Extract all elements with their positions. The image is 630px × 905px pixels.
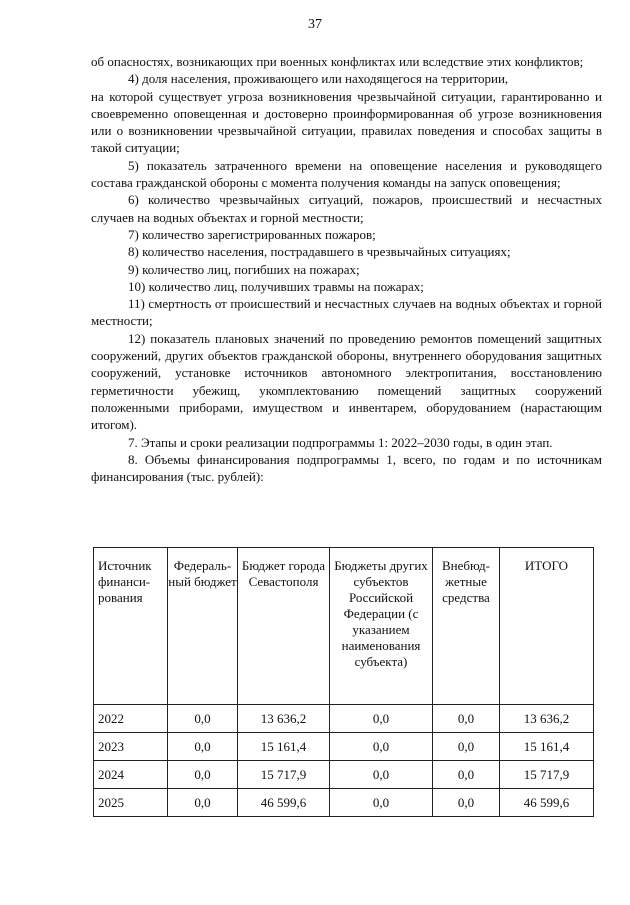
cell-total: 13 636,2	[500, 705, 594, 733]
paragraph-item-11: 11) смертность от происшествий и несчастных случаев на водных объектах и горной местности;	[91, 296, 602, 329]
table-row	[94, 733, 594, 761]
header-total: ИТОГО	[500, 548, 594, 705]
cell-extra: 0,0	[433, 705, 500, 733]
paragraph-item-6: 6) количество чрезвычайных ситуаций, пожаров, происшествий и несчастных случаев на водных объектах и горной местности;	[91, 192, 602, 225]
header-federal: Федераль-ный бюджет	[168, 548, 238, 705]
page-number: 37	[308, 17, 322, 32]
header-other-subjects: Бюджеты других субъектов Российской Федерации (с указанием наименования субъекта)	[330, 548, 433, 705]
cell-extra: 0,0	[433, 733, 500, 761]
paragraph-item-4-first-line: 4) доля населения, проживающего или находящегося на территории,	[128, 71, 509, 87]
cell-city: 15 161,4	[238, 733, 330, 761]
header-source: Источник финанси-рования	[94, 548, 168, 705]
cell-other: 0,0	[330, 705, 433, 733]
cell-extra: 0,0	[433, 789, 500, 817]
table-header-row	[94, 548, 594, 705]
funding-table	[93, 547, 594, 817]
cell-city: 46 599,6	[238, 789, 330, 817]
cell-city: 15 717,9	[238, 761, 330, 789]
cell-total: 15 161,4	[500, 733, 594, 761]
paragraph-continuation: об опасностях, возникающих при военных конфликтах или вследствие этих конфликтов;	[91, 54, 584, 69]
cell-total: 46 599,6	[500, 789, 594, 817]
cell-federal: 0,0	[168, 733, 238, 761]
cell-year: 2022	[94, 705, 168, 733]
cell-other: 0,0	[330, 789, 433, 817]
section-7-stages: 7. Этапы и сроки реализации подпрограммы 1: 2022–2030 годы, в один этап.	[128, 434, 553, 450]
funding-table-wrapper	[93, 547, 594, 817]
paragraph-item-4-rest: на которой существует угроза возникновения чрезвычайной ситуации, гарантированно и своевременно оповещенная и достоверно проинформированная об угрозе возникновения или о возникновении чрезвычайной ситуации, правилах поведения и способах защиты в такой ситуации;	[91, 88, 602, 156]
table-row	[94, 789, 594, 817]
paragraph-item-12: 12) показатель плановых значений по проведению ремонтов помещений защитных сооружений, других объектов гражданской обороны, внутреннего оборудования защитных сооружений, установке источников автономного электропитания, восстановлению герметичности убежищ, укомплектованию помещений защитных сооружений положенными приборами, имуществом и инвентарем, оборудованием (нарастающим итогом).	[91, 330, 602, 433]
paragraph-item-9: 9) количество лиц, погибших на пожарах;	[128, 261, 360, 277]
paragraph-item-5: 5) показатель затраченного времени на оповещение населения и руководящего состава гражданской обороны с момента получения команды на запуск оповещения;	[91, 157, 602, 191]
cell-other: 0,0	[330, 733, 433, 761]
cell-year: 2023	[94, 733, 168, 761]
cell-year: 2024	[94, 761, 168, 789]
cell-federal: 0,0	[168, 761, 238, 789]
table-row	[94, 705, 594, 733]
cell-federal: 0,0	[168, 789, 238, 817]
cell-year: 2025	[94, 789, 168, 817]
paragraph-item-8: 8) количество населения, пострадавшего в чрезвычайных ситуациях;	[128, 244, 511, 260]
header-city-budget: Бюджет города Севастополя	[238, 548, 330, 705]
paragraph-item-10: 10) количество лиц, получивших травмы на пожарах;	[128, 278, 424, 294]
section-8-funding: 8. Объемы финансирования подпрограммы 1, всего, по годам и по источникам финансирования (тыс. рублей):	[91, 451, 602, 485]
table-row	[94, 761, 594, 789]
cell-city: 13 636,2	[238, 705, 330, 733]
cell-federal: 0,0	[168, 705, 238, 733]
header-extrabudget: Внебюд-жетные средства	[433, 548, 500, 705]
paragraph-item-7: 7) количество зарегистрированных пожаров;	[128, 226, 376, 242]
document-body	[91, 53, 602, 485]
cell-total: 15 717,9	[500, 761, 594, 789]
cell-other: 0,0	[330, 761, 433, 789]
cell-extra: 0,0	[433, 761, 500, 789]
